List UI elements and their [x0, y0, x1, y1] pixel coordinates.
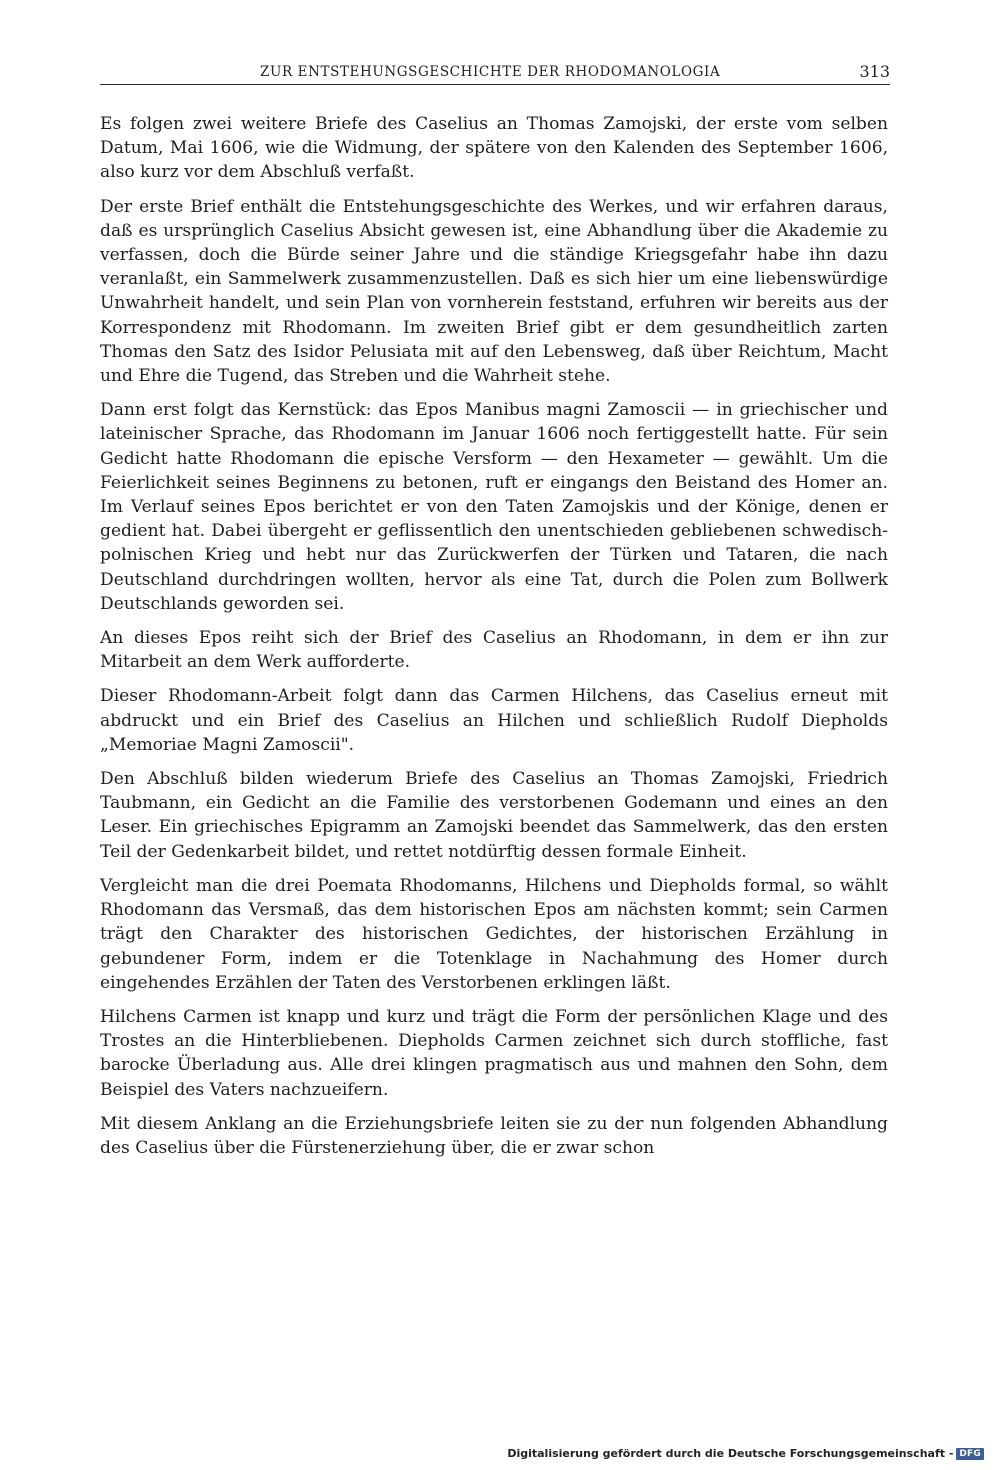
paragraph: Dieser Rhodomann-Arbeit folgt dann das Carmen Hilchens, das Caselius erneut mit abdruckt und ein Brief des Caselius an Hilchen und schließlich Rudolf Diepholds „Memoriae Magni Zamoscii".	[100, 686, 888, 755]
running-title: ZUR ENTSTEHUNGSGESCHICHTE DER RHODOMANOLOGIA	[260, 64, 721, 80]
digitization-credit	[507, 1447, 984, 1460]
body-text	[100, 112, 888, 1170]
paragraph: An dieses Epos reiht sich der Brief des Caselius an Rhodomann, in dem er ihn zur Mitarbeit an dem Werk aufforderte.	[100, 628, 888, 673]
paragraph: Hilchens Carmen ist knapp und kurz und trägt die Form der persönlichen Klage und des Trostes an die Hinterbliebenen. Diepholds Carmen zeichnet sich durch stoffliche, fast barocke Überladung aus. Alle drei klingen pragmatisch aus und mahnen den Sohn, dem Beispiel des Vaters nachzueifern.	[100, 1006, 888, 1100]
credit-text: Digitalisierung gefördert durch die Deutsche Forschungsgemeinschaft -	[507, 1447, 954, 1460]
paragraph: Den Abschluß bilden wiederum Briefe des Caselius an Thomas Zamojski, Friedrich Taubmann, ein Gedicht an die Familie des verstorbenen Godemann und eines an den Leser. Ein griechisches Epigramm an Zamojski beendet das Sammelwerk, das den ersten Teil der Gedenkarbeit bildet, und rettet notdürftig dessen formale Einheit.	[100, 769, 888, 862]
dfg-logo: DFG	[956, 1448, 984, 1460]
running-header	[100, 62, 890, 85]
paragraph: Der erste Brief enthält die Entstehungsgeschichte des Werkes, und wir erfahren daraus, daß es ursprünglich Caselius Absicht gewesen ist, eine Abhandlung über die Akademie zu verfassen, doch die Bürde seiner Jahre und die ständige Kriegsgefahr habe ihn dazu veranlaßt, ein Sammelwerk zusammenzustellen. Daß es sich hier um eine liebenswürdige Unwahrheit handelt, und sein Plan von vornherein feststand, erfuhren wir bereits aus der Korrespondenz mit Rhodomann. Im zweiten Brief gibt er dem gesundheitlich zarten Thomas den Satz des Isidor Pelusiata mit auf den Lebensweg, daß über Reichtum, Macht und Ehre die Tugend, das Streben und die Wahrheit stehe.	[100, 196, 888, 387]
paragraph: Dann erst folgt das Kernstück: das Epos Manibus magni Zamoscii — in griechischer und lateinischer Sprache, das Rhodomann im Januar 1606 noch fertiggestellt hatte. Für sein Gedicht hatte Rhodomann die epische Versform — den Hexameter — gewählt. Um die Feierlichkeit seines Beginnens zu betonen, ruft er eingangs den Beistand des Homer an. Im Verlauf seines Epos berichtet er von den Taten Zamojskis und der Könige, denen er gedient hat. Dabei übergeht er geflissentlich den unentschieden gebliebenen schwedisch-polnischen Krieg und hebt nur das Zurückwerfen der Türken und Tataren, die nach Deutschland durchdringen wollten, hervor als eine Tat, durch die Polen zum Bollwerk Deutschlands geworden sei.	[100, 400, 888, 614]
paragraph: Vergleicht man die drei Poemata Rhodomanns, Hilchens und Diepholds formal, so wählt Rhodomann das Versmaß, das dem historischen Epos am nächsten kommt; sein Carmen trägt den Charakter des historischen Gedichtes, der historischen Erzählung in gebundener Form, indem er die Totenklage in Nachahmung des Homer durch eingehendes Erzählen der Taten des Verstorbenen erklingen läßt.	[100, 875, 888, 993]
paragraph: Es folgen zwei weitere Briefe des Caselius an Thomas Zamojski, der erste vom selben Datum, Mai 1606, wie die Widmung, der spätere von den Kalenden des September 1606, also kurz vor dem Abschluß verfaßt.	[100, 114, 888, 183]
paragraph: Mit diesem Anklang an die Erziehungsbriefe leiten sie zu der nun folgenden Abhandlung des Caselius über die Fürstenerziehung über, die er zwar schon	[100, 1113, 888, 1158]
page-number: 313	[859, 62, 890, 81]
